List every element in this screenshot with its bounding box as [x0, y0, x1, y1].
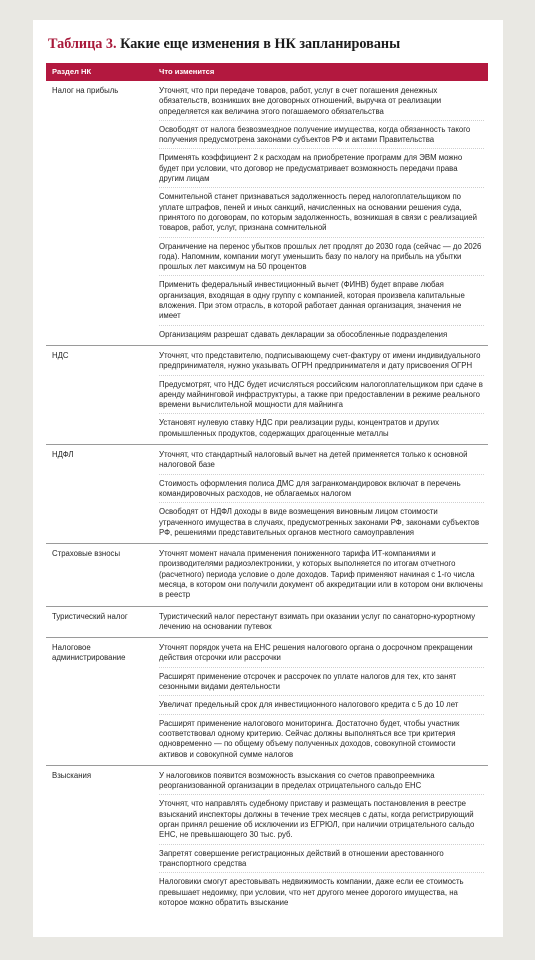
- change-item: Стоимость оформления полиса ДМС для загранкомандировок включат в перечень командировочных расходов, не облагаемых налогом: [159, 474, 484, 501]
- table-number: Таблица 3.: [48, 36, 117, 52]
- table-row: [46, 81, 488, 346]
- change-item: Организациям разрешат сдавать декларации за обособленные подразделения: [159, 325, 484, 341]
- change-item: Освободят от налога безвозмездное получение имущества, когда обязанность такого получения предусмотрена законами субъектов РФ и актами Правительства: [159, 120, 484, 147]
- change-item: Освободят от НДФЛ доходы в виде возмещения виновным лицом стоимости утраченного имущества в случаях, предусмотренных законами РФ, законами субъектов РФ, решениями представительных органов местного самоуправления: [159, 502, 484, 539]
- change-item: Уточнят, что направлять судебному приставу и размещать постановления в реестре взысканий инспекторы должны в течение трех месяцев с даты, когда регистрирующий орган принял решение об исключении из ЕГРЮЛ, при наличии отрицательного сальдо ЕНС, не превышающего 30 тыс. руб.: [159, 794, 484, 841]
- change-item: Уточнят момент начала применения пониженного тарифа ИТ-компаниями и производителями радиоэлектроники, у которых выполняется по итогам отчетного (расчетного) периода условие о доле доходов. Тариф применяют начиная с 1-го числа месяца, в котором они получили документ об аккредитации или в котором они включены в реестр: [159, 549, 483, 600]
- article-page: [33, 20, 503, 937]
- section-name: Налог на прибыль: [52, 86, 119, 95]
- change-item: Туристический налог перестанут взимать при оказании услуг по санаторно-курортному лечению на основании путевок: [159, 611, 476, 631]
- table-row: [46, 607, 488, 639]
- column-header-section: Раздел НК: [52, 67, 92, 76]
- table-body: [46, 81, 488, 913]
- section-name: Взыскания: [52, 770, 92, 780]
- change-item: Уточнят, что при передаче товаров, работ, услуг в счет погашения денежных обязательств, возникших вне договорных отношений, выручка от реализации определяется как величина этого погашаемого обязательства: [159, 86, 442, 116]
- change-item: Увеличат предельный срок для инвестиционного налогового кредита с 5 до 10 лет: [159, 695, 484, 711]
- change-item: Сомнительной станет признаваться задолженность перед налогоплательщиком по уплате штрафов, пеней и иных санкций, начисленных на основании решения суда, принятого по договорам, по которым задолженность, возникшая в связи с реализацией товаров, работ, услуг, признана сомнительной: [159, 187, 484, 234]
- change-item: Применять коэффициент 2 к расходам на приобретение программ для ЭВМ можно будет при условии, что договор не предусматривает возможность передачи права другим лицам: [159, 148, 484, 185]
- column-header-changes: Что изменится: [159, 67, 215, 76]
- table-header: [46, 63, 488, 81]
- change-item: Запретят совершение регистрационных действий в отношении арестованного транспортного средства: [159, 844, 484, 871]
- change-item: Ограничение на перенос убытков прошлых лет продлят до 2030 года (сейчас — до 2026 года). Напомним, компании могут уменьшить базу по налогу на прибыль на убытки прошлых лет максимум на 50 процентов: [159, 237, 484, 274]
- change-item: Налоговики смогут арестовывать недвижимость компании, даже если ее стоимость превышает недоимку, при условии, что нет другого менее дорогого имущества, на которое можно обратить взыскание: [159, 872, 484, 909]
- change-item: Применить федеральный инвестиционный вычет (ФИНВ) будет вправе любая организация, входящая в одну группу с компанией, которая произвела капитальные вложения. При этом отрасль, в которой работает данная организация, значения не имеет: [159, 275, 484, 322]
- section-name: Туристический налог: [52, 611, 128, 621]
- table-row: [46, 544, 488, 606]
- table-row: [46, 445, 488, 544]
- change-item: Предусмотрят, что НДС будет исчисляться российским налогоплательщиком при сдаче в аренду майнинговой инфраструктуры, а также при предоставлении в режиме реального времени вычислительной мощности для майнинга: [159, 375, 484, 412]
- table-row: [46, 766, 488, 913]
- section-name: Налоговое администрирование: [52, 643, 126, 663]
- change-item: Расширят применение отсрочек и рассрочек по уплате налогов для тех, кто занят сезонными видами деятельности: [159, 667, 484, 694]
- change-item: Уточнят, что представителю, подписывающему счет-фактуру от имени индивидуального предпринимателя, нужно указывать ОГРН предпринимателя и дату присвоения ОГРН: [159, 350, 481, 371]
- table-row: [46, 638, 488, 766]
- section-name: НДФЛ: [52, 450, 74, 460]
- change-item: Установят нулевую ставку НДС при реализации руды, концентратов и других промышленных продуктов, содержащих драгоценные металлы: [159, 413, 484, 440]
- change-item: Уточнят порядок учета на ЕНС решения налогового органа о досрочном прекращении действия отсрочки или рассрочки: [159, 643, 473, 663]
- change-item: У налоговиков появится возможность взыскания со счетов правопреемника реорганизованной организации в пределах отрицательного сальдо ЕНС: [159, 770, 435, 791]
- section-name: Страховые взносы: [52, 549, 121, 559]
- change-item: Расширят применение налогового мониторинга. Достаточно будет, чтобы участник соответствовал одному критерию. Сейчас должны выполняться все три критерия одновременно — по общему объему полученных доходов, совокупной стоимости активов и совокупной сумме налогов: [159, 714, 484, 761]
- table-title: [48, 36, 498, 53]
- section-name: НДС: [52, 350, 69, 360]
- table-row: [46, 346, 488, 445]
- change-item: Уточнят, что стандартный налоговый вычет на детей применяется только к основной налоговой базе: [159, 450, 468, 470]
- table-caption: Какие еще изменения в НК запланированы: [120, 36, 401, 52]
